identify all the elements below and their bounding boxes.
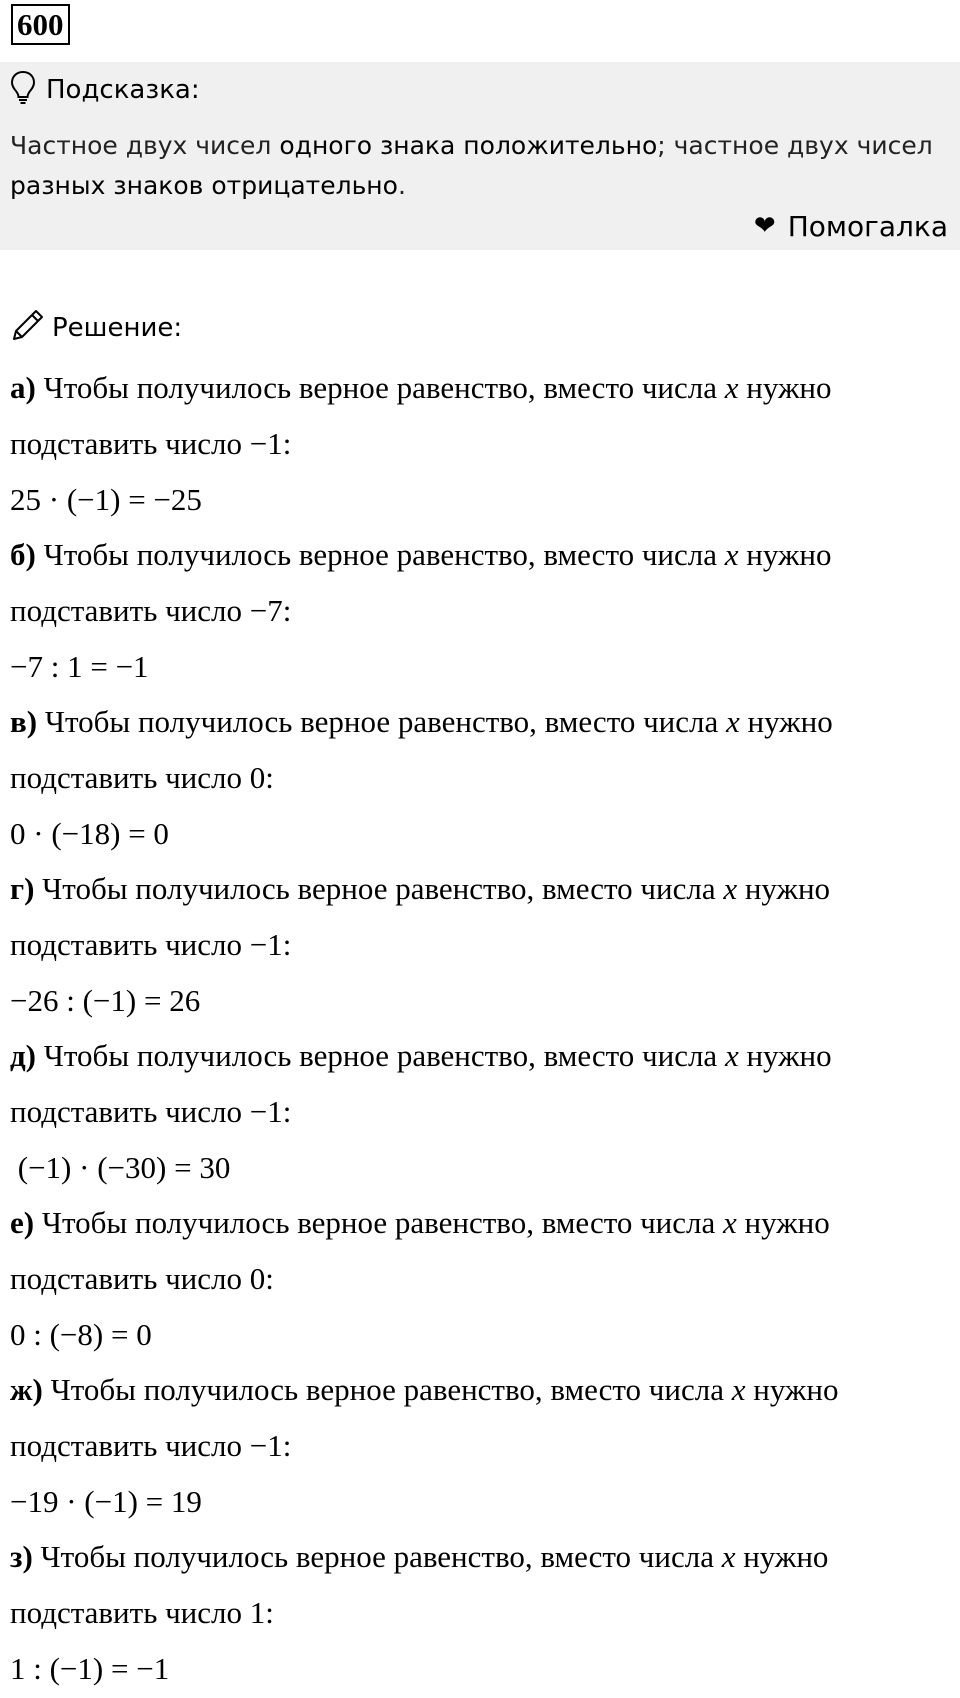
item-text: нужно xyxy=(736,1205,830,1240)
pencil-icon xyxy=(10,307,52,350)
item-substitute: подставить число −7: xyxy=(10,593,292,628)
solution-header xyxy=(10,308,182,348)
hint-text-part: Частное двух чисел xyxy=(10,131,280,160)
item-text: Чтобы получилось верное равенство, вместо числа xyxy=(34,1205,724,1240)
solution-title: Решение: xyxy=(52,313,183,343)
problem-number: 600 xyxy=(11,4,70,45)
item-text: нужно xyxy=(738,370,832,405)
item-equation: 25 · (−1) = −25 xyxy=(10,482,202,517)
item-statement xyxy=(10,1529,950,1585)
hint-text-emphasis: одного знака положительно xyxy=(279,131,658,160)
item-letter: в) xyxy=(10,704,38,739)
variable-x: x xyxy=(726,704,740,739)
solution-item-a xyxy=(10,360,950,527)
item-letter: ж) xyxy=(10,1372,43,1407)
pomogalka-link[interactable] xyxy=(754,206,948,246)
hint-box xyxy=(0,62,960,250)
item-substitute: подставить число −1: xyxy=(10,426,292,461)
item-statement xyxy=(10,1028,950,1084)
item-letter: б) xyxy=(10,537,36,572)
item-text: нужно xyxy=(745,1372,839,1407)
item-text: Чтобы получилось верное равенство, вместо числа xyxy=(42,1372,732,1407)
item-equation: −19 · (−1) = 19 xyxy=(10,1484,202,1519)
item-text: нужно xyxy=(735,1539,829,1574)
solution-item-v xyxy=(10,694,950,861)
item-text: Чтобы получилось верное равенство, вместо числа xyxy=(35,370,725,405)
hint-text-part: ; частное двух чисел xyxy=(657,131,933,160)
item-text: Чтобы получилось верное равенство, вместо числа xyxy=(32,1539,722,1574)
item-text: нужно xyxy=(737,871,831,906)
item-substitute: подставить число −1: xyxy=(10,1428,292,1463)
item-substitute: подставить число −1: xyxy=(10,1094,292,1129)
solution-body xyxy=(10,360,950,1696)
item-text: нужно xyxy=(738,1038,832,1073)
item-text: Чтобы получилось верное равенство, вместо числа xyxy=(34,871,724,906)
hint-title: Подсказка: xyxy=(46,75,200,105)
item-equation: (−1) · (−30) = 30 xyxy=(10,1150,231,1185)
item-text: Чтобы получилось верное равенство, вместо числа xyxy=(35,537,725,572)
hint-text xyxy=(10,126,950,206)
item-statement xyxy=(10,1362,950,1418)
lightbulb-icon xyxy=(10,70,46,111)
solution-item-g xyxy=(10,861,950,1028)
item-equation: −7 : 1 = −1 xyxy=(10,649,149,684)
item-text: нужно xyxy=(739,704,833,739)
item-letter: д) xyxy=(10,1038,37,1073)
item-substitute: подставить число 1: xyxy=(10,1595,274,1630)
hint-text-emphasis: разных знаков отрицательно xyxy=(10,171,398,200)
variable-x: x xyxy=(731,1372,746,1407)
variable-x: x xyxy=(723,1205,737,1240)
item-statement xyxy=(10,1195,950,1251)
item-equation: −26 : (−1) = 26 xyxy=(10,983,201,1018)
item-text: Чтобы получилось верное равенство, вместо числа xyxy=(37,704,726,739)
solution-item-b xyxy=(10,527,950,694)
item-letter: е) xyxy=(10,1205,35,1240)
solution-item-d xyxy=(10,1028,950,1195)
credit-label: Помогалка xyxy=(787,209,948,243)
item-substitute: подставить число −1: xyxy=(10,927,292,962)
item-text: нужно xyxy=(738,537,832,572)
item-letter: г) xyxy=(10,871,35,906)
item-letter: а) xyxy=(10,370,36,405)
item-equation: 0 : (−8) = 0 xyxy=(10,1317,152,1352)
item-text: Чтобы получилось верное равенство, вместо числа xyxy=(36,1038,725,1073)
item-statement xyxy=(10,527,950,583)
solution-item-z xyxy=(10,1529,950,1696)
item-substitute: подставить число 0: xyxy=(10,1261,274,1296)
solution-item-zh xyxy=(10,1362,950,1529)
variable-x: x xyxy=(721,1539,736,1574)
item-statement xyxy=(10,861,950,917)
hint-text-part: . xyxy=(397,171,406,200)
variable-x: x xyxy=(723,871,738,906)
hint-header xyxy=(10,70,200,110)
variable-x: x xyxy=(724,537,739,572)
item-equation: 1 : (−1) = −1 xyxy=(10,1651,170,1686)
item-equation: 0 · (−18) = 0 xyxy=(10,816,169,851)
item-statement xyxy=(10,694,950,750)
heart-icon: ❤ xyxy=(753,211,776,241)
variable-x: x xyxy=(724,1038,739,1073)
item-substitute: подставить число 0: xyxy=(10,760,274,795)
variable-x: x xyxy=(724,370,739,405)
item-letter: з) xyxy=(10,1539,33,1574)
solution-item-e xyxy=(10,1195,950,1362)
item-statement xyxy=(10,360,950,416)
